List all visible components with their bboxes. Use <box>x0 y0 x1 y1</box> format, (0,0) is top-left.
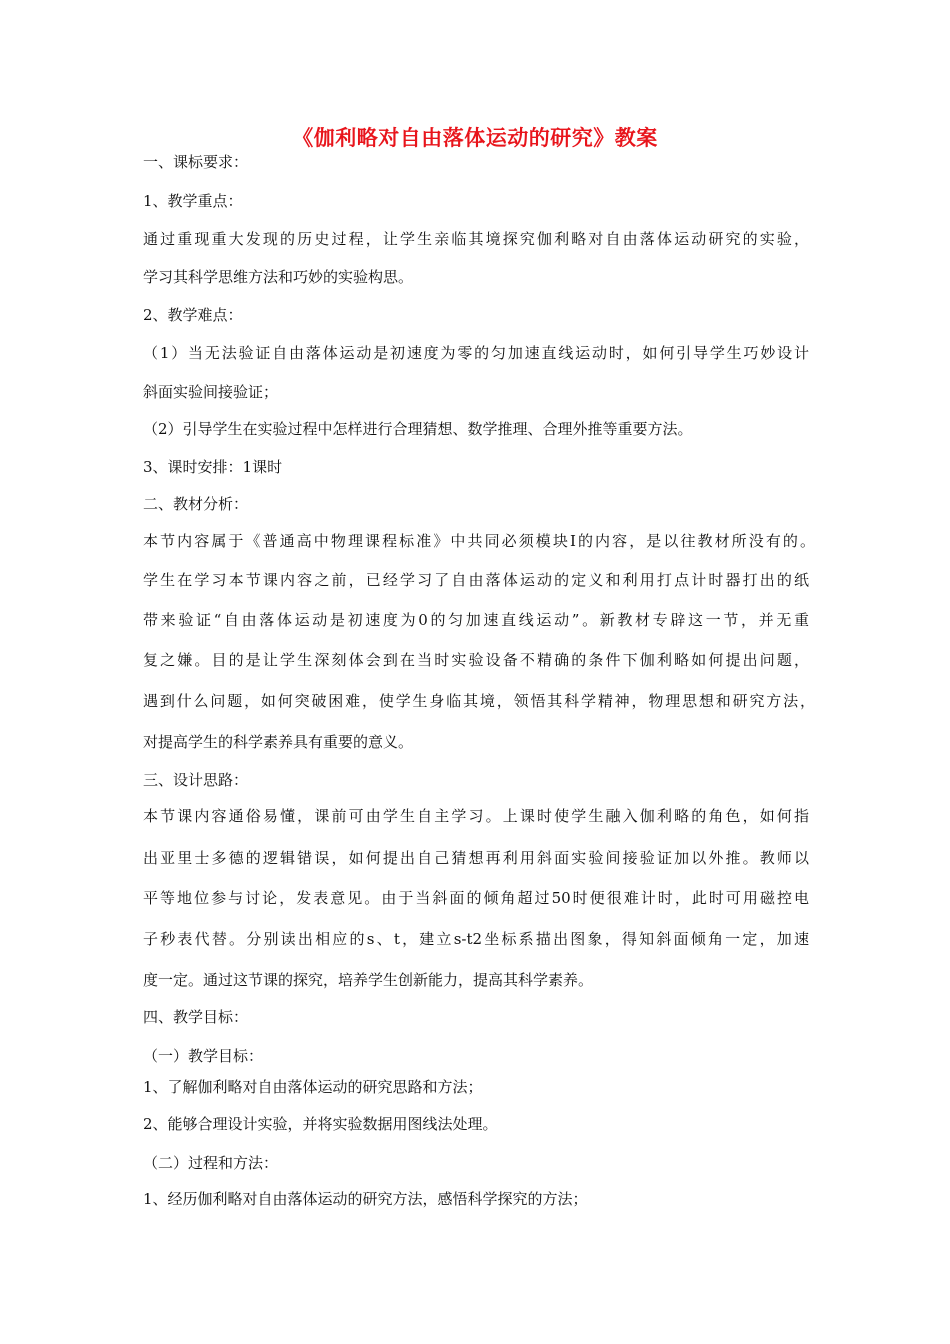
paragraph-line: 子秒表代替。分别读出相应的s、t，建立s-t2坐标系描出图象，得知斜面倾角一定，加速 <box>143 930 809 948</box>
paragraph-line: 带来验证“自由落体运动是初速度为0的匀加速直线运动”。新教材专辟这一节，并无重 <box>143 611 809 629</box>
paragraph-line: 平等地位参与讨论，发表意见。由于当斜面的倾角超过50时便很难计时，此时可用磁控电 <box>143 889 809 907</box>
subsection-heading: 3、课时安排：1课时 <box>143 458 283 476</box>
paragraph-line: 出亚里士多德的逻辑错误，如何提出自己猜想再利用斜面实验间接验证加以外推。教师以 <box>143 849 809 867</box>
list-item: 1、经历伽利略对自由落体运动的研究方法，感悟科学探究的方法； <box>143 1190 588 1208</box>
paragraph-line: 本节课内容通俗易懂，课前可由学生自主学习。上课时使学生融入伽利略的角色，如何指 <box>143 807 809 825</box>
section-heading: 二、教材分析： <box>143 495 249 513</box>
paragraph-line: （2）引导学生在实验过程中怎样进行合理猜想、数学推理、合理外推等重要方法。 <box>143 420 693 438</box>
paragraph-line: 通过重现重大发现的历史过程，让学生亲临其境探究伽利略对自由落体运动研究的实验， <box>143 230 809 248</box>
list-item: 2、能够合理设计实验，并将实验数据用图线法处理。 <box>143 1115 498 1133</box>
section-heading: 四、教学目标： <box>143 1008 249 1026</box>
subsection-heading: 1、教学重点： <box>143 192 243 210</box>
document-title: 《伽利略对自由落体运动的研究》教案 <box>292 126 658 150</box>
paragraph-line: 学习其科学思维方法和巧妙的实验构思。 <box>143 268 414 286</box>
subsection-heading: （二）过程和方法： <box>143 1154 279 1172</box>
paragraph-line: 复之嫌。目的是让学生深刻体会到在当时实验设备不精确的条件下伽利略如何提出问题， <box>143 651 809 669</box>
subsection-heading: （一）教学目标： <box>143 1047 264 1065</box>
section-heading: 三、设计思路： <box>143 771 249 789</box>
paragraph-line: 对提高学生的科学素养具有重要的意义。 <box>143 733 414 751</box>
paragraph-line: （1）当无法验证自由落体运动是初速度为零的匀加速直线运动时，如何引导学生巧妙设计 <box>143 344 809 362</box>
paragraph-line: 度一定。通过这节课的探究，培养学生创新能力，提高其科学素养。 <box>143 971 594 989</box>
section-heading: 一、课标要求： <box>143 153 249 171</box>
list-item: 1、了解伽利略对自由落体运动的研究思路和方法； <box>143 1078 483 1096</box>
paragraph-line: 本节内容属于《普通高中物理课程标准》中共同必须模块Ⅰ的内容，是以往教材所没有的。 <box>143 532 815 550</box>
paragraph-line: 遇到什么问题，如何突破困难，使学生身临其境，领悟其科学精神，物理思想和研究方法， <box>143 692 815 710</box>
subsection-heading: 2、教学难点： <box>143 306 243 324</box>
paragraph-line: 学生在学习本节课内容之前，已经学习了自由落体运动的定义和利用打点计时器打出的纸 <box>143 571 809 589</box>
paragraph-line: 斜面实验间接验证； <box>143 383 279 401</box>
